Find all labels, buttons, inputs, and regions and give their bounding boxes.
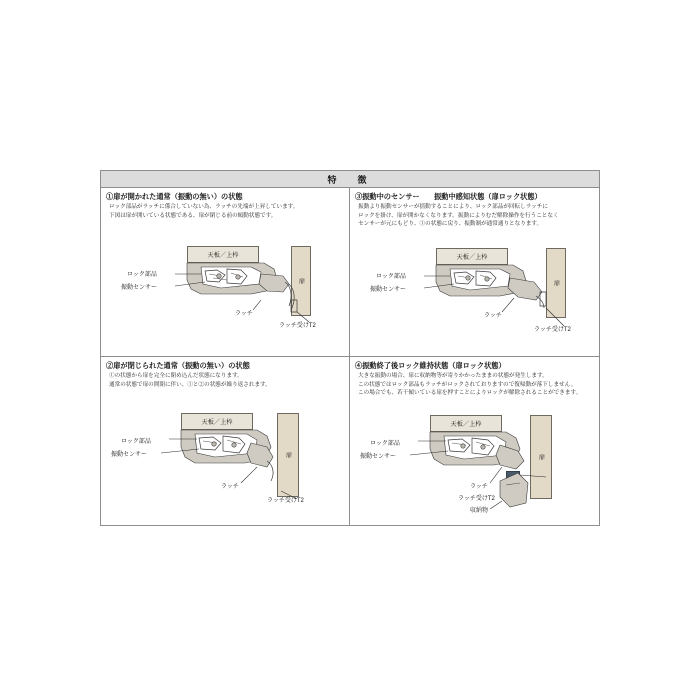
label-vibration-sensor: 振動センサー <box>370 287 407 293</box>
panel-2-mechanism <box>101 403 350 523</box>
label-latch: ラッチ <box>235 311 253 317</box>
label-latch-receiver: ラッチ受けT2 <box>267 498 304 504</box>
top-plate-block: 天板／上枠 <box>187 246 259 263</box>
label-lock-part: ロック部品 <box>121 439 151 445</box>
label-latch: ラッチ <box>470 484 488 490</box>
door-block: 扉 <box>291 246 311 316</box>
panel-3-title: ③振動中のセンサー 振動中感知状態（扉ロック状態） <box>355 192 542 201</box>
panel-2-title: ②扉が閉じられた通常（振動の無い）の状態 <box>106 361 250 370</box>
header-title: 特 徴 <box>327 174 373 185</box>
panel-3 <box>350 188 599 357</box>
panel-1 <box>101 188 350 357</box>
top-plate-block: 天板／上枠 <box>436 248 508 265</box>
feature-diagram <box>100 170 600 526</box>
label-vibration-sensor: 振動センサー <box>121 285 158 291</box>
label-latch-receiver: ラッチ受けT2 <box>458 496 495 502</box>
panel-3-mechanism <box>350 242 599 352</box>
panel-4 <box>350 357 599 526</box>
label-vibration-sensor: 振動センサー <box>111 452 148 458</box>
panel-3-drawing <box>350 242 599 356</box>
panel-1-body: ロック部品がラッチに係合していない為、ラッチの先端が上昇しています。 下図は扉が開いている状態である、扉が閉じる前の傾動状態です。 <box>109 204 299 219</box>
label-latch-receiver: ラッチ受けT2 <box>534 327 571 333</box>
label-latch-receiver: ラッチ受けT2 <box>279 323 316 329</box>
label-vibration-sensor: 振動センサー <box>360 454 397 460</box>
panel-4-body: 大きな振動の場合、扉に収納物等が寄りかかったままの状態が発生します。 この状態ではロック部品もラッチがロックされておりますので復帰動が落下しません。 この場合でも、若干傾いている扉を押すことによりロックが解除されることができます。 <box>358 373 582 397</box>
label-lock-part: ロック部品 <box>127 272 157 278</box>
panel-1-title: ①扉が開かれた通常（振動の無い）の状態 <box>106 192 243 201</box>
top-plate-block: 天板／上枠 <box>181 413 253 430</box>
top-plate-block: 天板／上枠 <box>430 415 502 432</box>
label-stored-item: 収納物 <box>470 508 489 514</box>
door-block: 扉 <box>277 413 299 497</box>
diagram-header <box>101 171 599 188</box>
panel-4-title: ④振動終了後ロック維持状態（扉ロック状態） <box>355 361 506 370</box>
door-block: 扉 <box>530 415 552 499</box>
panel-1-drawing <box>101 234 349 356</box>
panel-2-body: ①の状態から扉を完全に閉め込んだ状態になります。 通常の状態で扉の開閉に伴い、①と②の状態が繰り返されます。 <box>109 373 271 388</box>
label-latch: ラッチ <box>221 484 239 490</box>
label-latch: ラッチ <box>484 313 502 319</box>
panel-2 <box>101 357 350 526</box>
label-lock-part: ロック部品 <box>370 441 400 447</box>
label-lock-part: ロック部品 <box>376 274 406 280</box>
panel-3-body: 振動より振動センサーが揺動することにより、ロック部品が回転しラッチに ロックを掛け、扉が開かなくなります。振動によりむだ解除操作を行うことなく センサーが元にもどり、①の状態に戻り、振動制が通常通りとなります。 <box>358 204 559 228</box>
door-block: 扉 <box>546 248 566 318</box>
panel-4-drawing <box>350 411 599 526</box>
panel-grid <box>101 188 599 526</box>
panel-2-drawing <box>101 403 349 526</box>
